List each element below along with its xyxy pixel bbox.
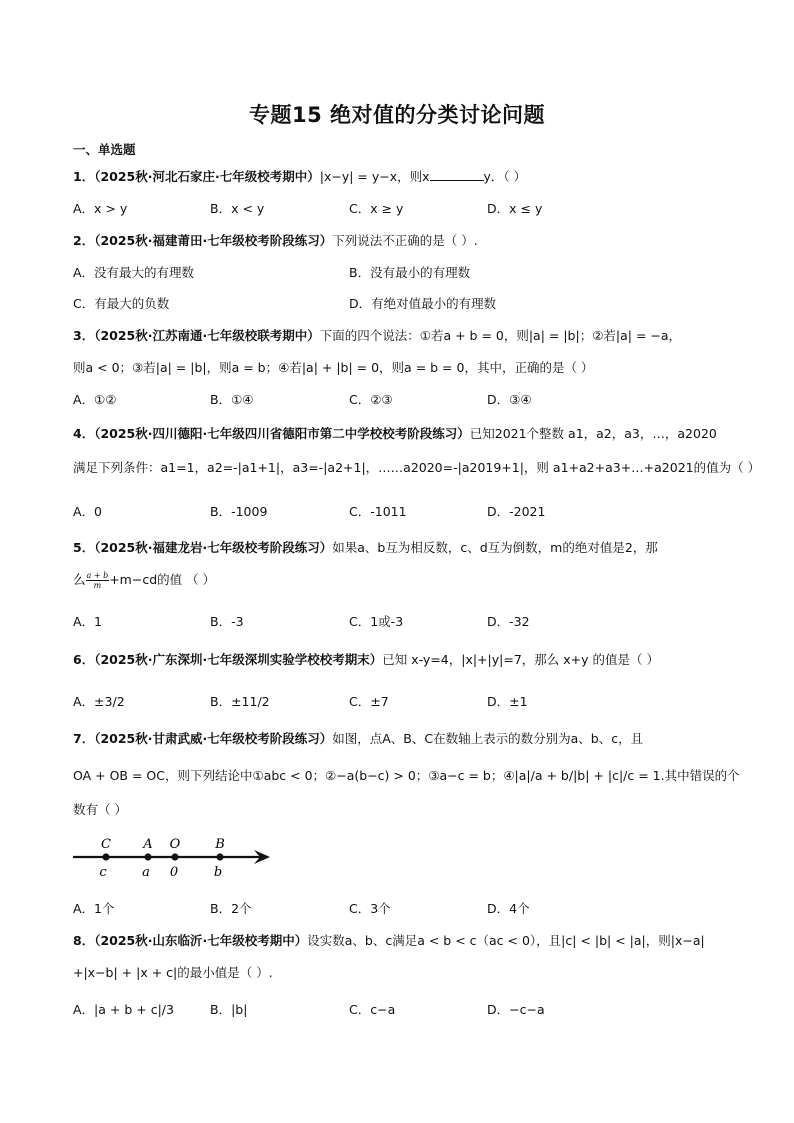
option-c: C．②③ [349, 392, 393, 407]
label-c: C [101, 837, 111, 852]
question-number: 1． [73, 169, 95, 184]
question-8-continued: +|x−b| + |x + c|的最小值是（ ）. [73, 965, 273, 980]
value-a: a [142, 865, 150, 880]
question-stem: 设实数a、b、c满足a < b < c（ac < 0），且|c| < |b| < |a|，则|x−a| [307, 933, 705, 948]
question-3 [73, 326, 681, 344]
option-c: C．c−a [349, 1002, 396, 1017]
fraction [86, 571, 110, 590]
stem-suffix: +m−cd的值 （ ） [109, 572, 216, 587]
stem-prefix: 么 [73, 572, 86, 587]
option-b: B．x < y [210, 201, 265, 216]
option-b: B．-3 [210, 614, 244, 629]
question-5 [73, 538, 658, 556]
label-b: B [215, 837, 225, 852]
question-stem: |x−y| = y−x，则x [319, 169, 430, 184]
question-stem: 如图，点A、B、C在数轴上表示的数分别为a、b、c，且 [332, 731, 644, 746]
option-b: B．没有最小的有理数 [349, 265, 471, 280]
question-stem: 已知 x-y=4，|x|+|y|=7，那么 x+y 的值是（ ） [382, 652, 659, 667]
question-source: （2025秋·山东临沂·七年级校考期中） [94, 933, 308, 948]
question-source: （2025秋·福建龙岩·七年级校考阶段练习） [94, 540, 333, 555]
question-1 [73, 167, 526, 185]
option-b: B．2个 [210, 901, 252, 916]
answer-blank [430, 168, 484, 181]
question-source: （2025秋·四川德阳·七年级四川省德阳市第二中学校校考阶段练习） [94, 426, 470, 441]
question-source: （2025秋·福建莆田·七年级校考阶段练习） [94, 233, 333, 248]
question-number: 8． [73, 933, 95, 948]
point-o [171, 853, 178, 860]
option-c: C．有最大的负数 [73, 296, 170, 311]
fraction-numerator: a + b [86, 571, 109, 580]
question-stem: 下面的四个说法：①若a + b = 0，则|a| = |b|；②若|a| = −a， [319, 328, 682, 343]
question-source: （2025秋·广东深圳·七年级深圳实验学校校考期末） [94, 652, 383, 667]
option-c: C．1或-3 [349, 614, 404, 629]
option-b: B．|b| [210, 1002, 248, 1017]
option-d: D．−c−a [487, 1002, 545, 1017]
question-stem: 下列说法不正确的是（ ）. [332, 233, 478, 248]
question-source: （2025秋·甘肃武威·七年级校考阶段练习） [94, 731, 333, 746]
section-heading: 一、单选题 [73, 142, 136, 157]
option-b: B．-1009 [210, 504, 268, 519]
page-title: 专题15 绝对值的分类讨论问题 [248, 103, 546, 127]
option-a: A．没有最大的有理数 [73, 265, 195, 280]
option-a: A．①② [73, 392, 117, 407]
label-o: O [169, 837, 181, 852]
option-d: D．-32 [487, 614, 530, 629]
option-a: A．±3/2 [73, 694, 125, 709]
point-c [102, 853, 109, 860]
option-c: C．±7 [349, 694, 389, 709]
question-stem-end: y．（ ） [483, 169, 527, 184]
option-d: D．-2021 [487, 504, 546, 519]
option-a: A．x > y [73, 201, 128, 216]
option-c: C．3个 [349, 901, 391, 916]
option-a: A．|a + b + c|/3 [73, 1002, 174, 1017]
question-6 [73, 650, 659, 668]
question-stem: 如果a、b互为相反数，c、d互为倒数，m的绝对值是2，那 [332, 540, 658, 555]
question-3-continued: 则a < 0；③若|a| = |b|，则a = b；④若|a| + |b| = 0，则a = b = 0，其中，正确的是（ ） [73, 360, 594, 375]
fraction-denominator: m [93, 581, 102, 590]
question-7-continued: OA + OB = OC，则下列结论中①abc < 0；②−a(b−c) > 0；③a−c = b；④|a|/a + b/|b| + |c|/c = 1.其中错误的个 [73, 768, 740, 783]
question-source: （2025秋·江苏南通·七年级校联考期中） [94, 328, 320, 343]
point-a [144, 853, 151, 860]
question-4-continued: 满足下列条件：a1=1，a2=-|a1+1|，a3=-|a2+1|，……a2020=-|a2019+1|，则 a1+a2+a3+…+a2021的值为（ ） [73, 460, 761, 475]
option-a: A．1个 [73, 901, 115, 916]
option-c: C．x ≥ y [349, 201, 404, 216]
label-a: A [143, 837, 153, 852]
question-7 [73, 729, 643, 747]
option-c: C．-1011 [349, 504, 407, 519]
question-7-continued-2: 数有（ ） [73, 802, 127, 817]
option-a: A．0 [73, 504, 103, 519]
question-source: （2025秋·河北石家庄·七年级校考期中） [94, 169, 320, 184]
question-number: 6． [73, 652, 95, 667]
option-d: D．③④ [487, 392, 532, 407]
question-number: 7． [73, 731, 95, 746]
option-d: D．4个 [487, 901, 530, 916]
value-b: b [213, 865, 223, 880]
point-b [216, 853, 223, 860]
question-number: 5． [73, 540, 95, 555]
number-line-figure [70, 830, 280, 882]
question-number: 4． [73, 426, 95, 441]
option-d: D．有绝对值最小的有理数 [349, 296, 497, 311]
question-number: 3． [73, 328, 95, 343]
option-d: D．x ≤ y [487, 201, 543, 216]
option-d: D．±1 [487, 694, 528, 709]
question-2 [73, 231, 478, 249]
option-a: A．1 [73, 614, 103, 629]
question-4 [73, 424, 717, 442]
option-b: B．±11/2 [210, 694, 270, 709]
option-b: B．①④ [210, 392, 254, 407]
question-8 [73, 931, 705, 949]
question-number: 2． [73, 233, 95, 248]
question-stem: 已知2021个整数 a1，a2，a3，…，a2020 [469, 426, 717, 441]
value-c: c [99, 865, 107, 880]
question-5-continued [73, 570, 215, 590]
value-0: 0 [169, 865, 179, 880]
